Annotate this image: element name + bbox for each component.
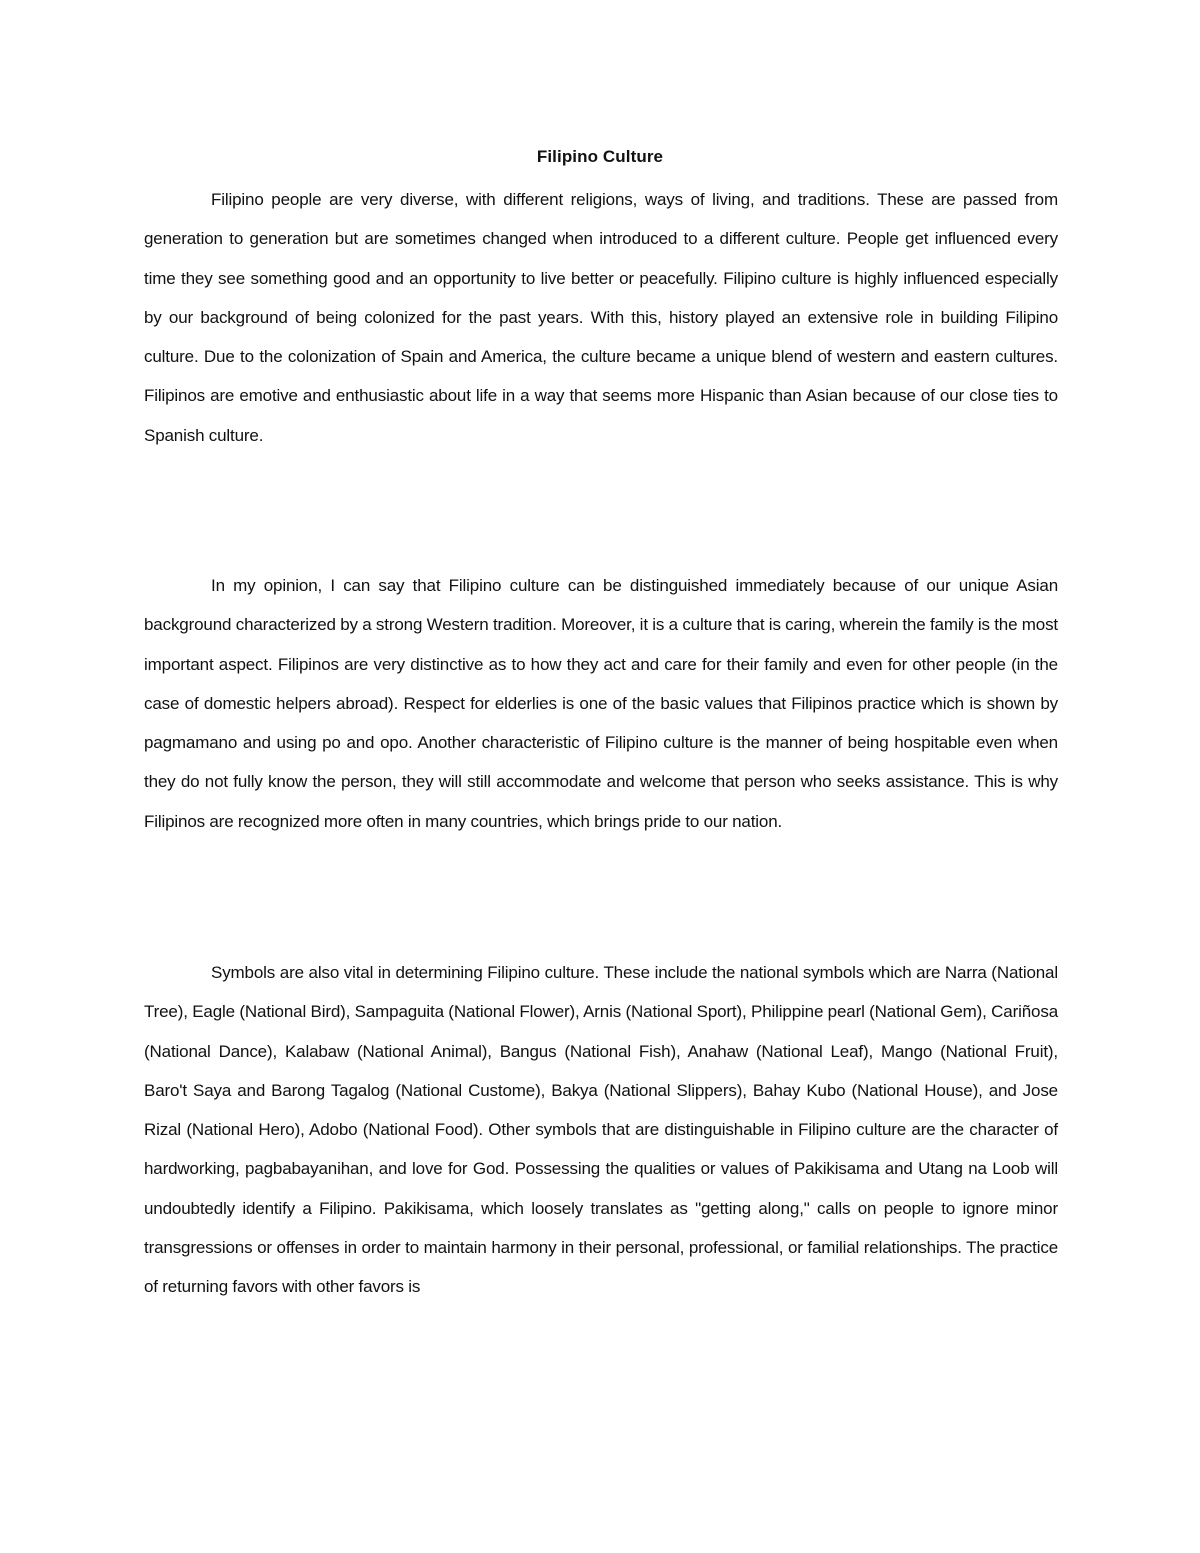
- paragraph-3: Symbols are also vital in determining Filipino culture. These include the national symbols which are Narra (National Tree), Eagle (National Bird), Sampaguita (National Flower), Arnis (National Sport), Philippine pearl (National Gem), Cariñosa (National Dance), Kalabaw (National Animal), Bangus (National Fish), Anahaw (National Leaf), Mango (National Fruit), Baro't Saya and Barong Tagalog (National Custome), Bakya (National Slippers), Bahay Kubo (National House), and Jose Rizal (National Hero), Adobo (National Food). Other symbols that are distinguishable in Filipino culture are the character of hardworking, pagbabayanihan, and love for God. Possessing the qualities or values of Pakikisama and Utang na Loob will undoubtedly identify a Filipino. Pakikisama, which loosely translates as "getting along," calls on people to ignore minor transgressions or offenses in order to maintain harmony in their personal, professional, or familial relationships. The practice of returning favors with other favors is: [144, 963, 1058, 1297]
- paragraph-1: Filipino people are very diverse, with different religions, ways of living, and traditions. These are passed from generation to generation but are sometimes changed when introduced to a different culture. People get influenced every time they see something good and an opportunity to live better or peacefully. Filipino culture is highly influenced especially by our background of being colonized for the past years. With this, history played an extensive role in building Filipino culture. Due to the colonization of Spain and America, the culture became a unique blend of western and eastern cultures. Filipinos are emotive and enthusiastic about life in a way that seems more Hispanic than Asian because of our close ties to Spanish culture.: [144, 190, 1058, 445]
- page-title: Filipino Culture: [536, 147, 664, 166]
- paragraph-2: In my opinion, I can say that Filipino culture can be distinguished immediately because of our unique Asian background characterized by a strong Western tradition. Moreover, it is a culture that is caring, wherein the family is the most important aspect. Filipinos are very distinctive as to how they act and care for their family and even for other people (in the case of domestic helpers abroad). Respect for elderlies is one of the basic values that Filipinos practice which is shown by pagmamano and using po and opo. Another characteristic of Filipino culture is the manner of being hospitable even when they do not fully know the person, they will still accommodate and welcome that person who seeks assistance. This is why Filipinos are recognized more often in many countries, which brings pride to our nation.: [144, 576, 1058, 831]
